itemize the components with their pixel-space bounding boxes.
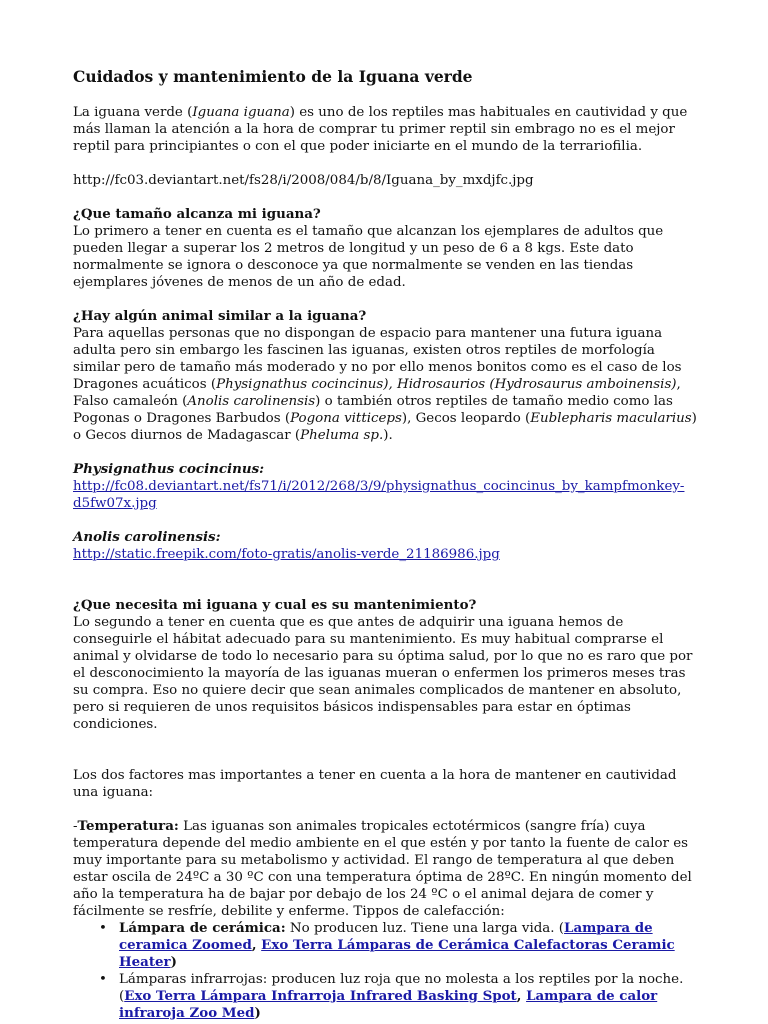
intro-paragraph [73,104,699,155]
reference-anolis [73,529,699,563]
ceramic-lamp-zoomed-link[interactable]: Lampara de ceramica Zoomed [119,920,653,953]
link-separator: , [516,988,527,1004]
section-similar [73,308,699,444]
similar-text: Para aquellas personas que no dispongan de espacio para mantener una futura iguana adulta pero sin embargo les fascinen las iguanas, existen otros reptiles de morfología similar pero de tamaño más moderado y no por ello menos bonitos como es el caso de los Dragones acuáticos ( [73,326,682,392]
reference-anolis-label: Anolis carolinensis: [73,529,221,545]
similar-text: , Falso camaleón ( [73,377,681,409]
temperature-body: Las iguanas son animales tropicales ectotérmicos (sangre fría) cuya temperatura depende del medio ambiente en el que estén y por tanto la fuente de calor es muy importante para su metabolismo y actividad. El rango de temperatura al que deben estar oscila de 24ºC a 30 ºC con una temperatura óptima de 28ºC. En ningún momento del año la temperatura ha de bajar por debajo de los 24 ºC o el animal dejara de comer y fácilmente se resfríe, debilite y enferme. Tippos de calefacción: [73,819,692,919]
zoo-med-infrared-link[interactable]: Lampara de calor infraroja Zoo Med [119,988,658,1021]
ceramic-lamp-label: Lámpara de cerámica: [119,920,286,936]
intro-species: Iguana iguana [192,105,290,120]
species-name: Eublepharis macularius [530,411,692,426]
document-title: Cuidados y mantenimiento de la Iguana verde [73,67,473,86]
closing-paren: ) [254,1005,261,1021]
list-item [119,920,699,971]
factors-paragraph: Los dos factores mas importantes a tener en cuenta a la hora de mantener en cautividad una iguana: [73,768,677,800]
section-maintenance [73,597,699,733]
document-body [73,66,699,1022]
link-separator: , [251,937,262,953]
infrared-lamp-text: Lámparas infrarrojas: producen luz roja que no molesta a los reptiles por la noche. ( [119,972,684,1004]
section-size [73,206,699,291]
similar-text: ), [383,377,398,392]
section-maintenance-heading: ¿Que necesita mi iguana y cual es su mantenimiento? [73,597,477,613]
section-maintenance-body: Lo segundo a tener en cuenta que es que antes de adquirir una iguana hemos de conseguirle el hábitat adecuado para su mantenimiento. Es muy habitual comprarse el animal y olvidarse de todo lo necesario para su óptima salud, por lo que no es raro que por el desconocimiento la mayoría de las iguanas mueran o enfermen los primeros meses tras su compra. Eso no quiere decir que sean animales complicados de mantener en absoluto, pero si requieren de unos requisitos básicos indispensables para estar en óptimas condiciones. [73,615,693,732]
closing-paren: ) [170,954,177,970]
species-name: Physignathus cocincinus [216,377,384,392]
iguana-url: http://fc03.deviantart.net/fs28/i/2008/084/b/8/Iguana_by_mxdjfc.jpg [73,173,534,188]
reference-physignathus-link[interactable]: http://fc08.deviantart.net/fs71/i/2012/268/3/9/physignathus_cocincinus_by_kampfmonkey-d5fw07x.jpg [73,479,685,511]
intro-text-end: ) es uno de los reptiles mas habituales en cautividad y que más llaman la atención a la hora de comprar tu primer reptil sin embrago no es el mejor reptil para principiantes o con el que poder iniciarte en el mundo de la terrariofilia. [73,105,688,154]
similar-text: ) o también otros reptiles de tamaño medio como las Pogonas o Dragones Barbudos ( [73,394,673,426]
temperature-paragraph [73,818,699,920]
species-name: Anolis carolinensis [187,394,316,409]
species-name: Pogona vitticeps [290,411,402,426]
similar-text: ) o Gecos diurnos de Madagascar ( [73,411,697,443]
exo-terra-ceramic-link[interactable]: Exo Terra Lámparas de Cerámica Calefactoras Ceramic Heater [119,937,675,970]
ceramic-lamp-text: No producen luz. Tiene una larga vida. ( [285,921,565,936]
reference-physignathus [73,461,699,512]
section-size-heading: ¿Que tamaño alcanza mi iguana? [73,206,321,222]
similar-text: ). [383,428,393,443]
heating-list [73,920,699,1022]
exo-terra-infrared-link[interactable]: Exo Terra Lámpara Infrarroja Infrared Basking Spot [124,988,517,1004]
intro-text: La iguana verde ( [73,105,193,120]
similar-text: ), Gecos leopardo ( [401,411,531,426]
species-name: Pheluma sp. [300,428,384,443]
section-similar-heading: ¿Hay algún animal similar a la iguana? [73,308,367,324]
reference-anolis-link[interactable]: http://static.freepik.com/foto-gratis/anolis-verde_21186986.jpg [73,547,500,562]
species-name: Hidrosaurios (Hydrosaurus amboinensis) [397,377,677,392]
temperature-dash: - [73,819,78,834]
section-size-body: Lo primero a tener en cuenta es el tamaño que alcanzan los ejemplares de adultos que pueden llegar a superar los 2 metros de longitud y un peso de 6 a 8 kgs. Este dato normalmente se ignora o desconoce ya que normalmente se venden en las tiendas ejemplares jóvenes de menos de un año de edad. [73,224,664,290]
temperature-label: Temperatura: [77,818,179,834]
reference-physignathus-label: Physignathus cocincinus: [73,461,265,477]
list-item [119,971,699,1022]
